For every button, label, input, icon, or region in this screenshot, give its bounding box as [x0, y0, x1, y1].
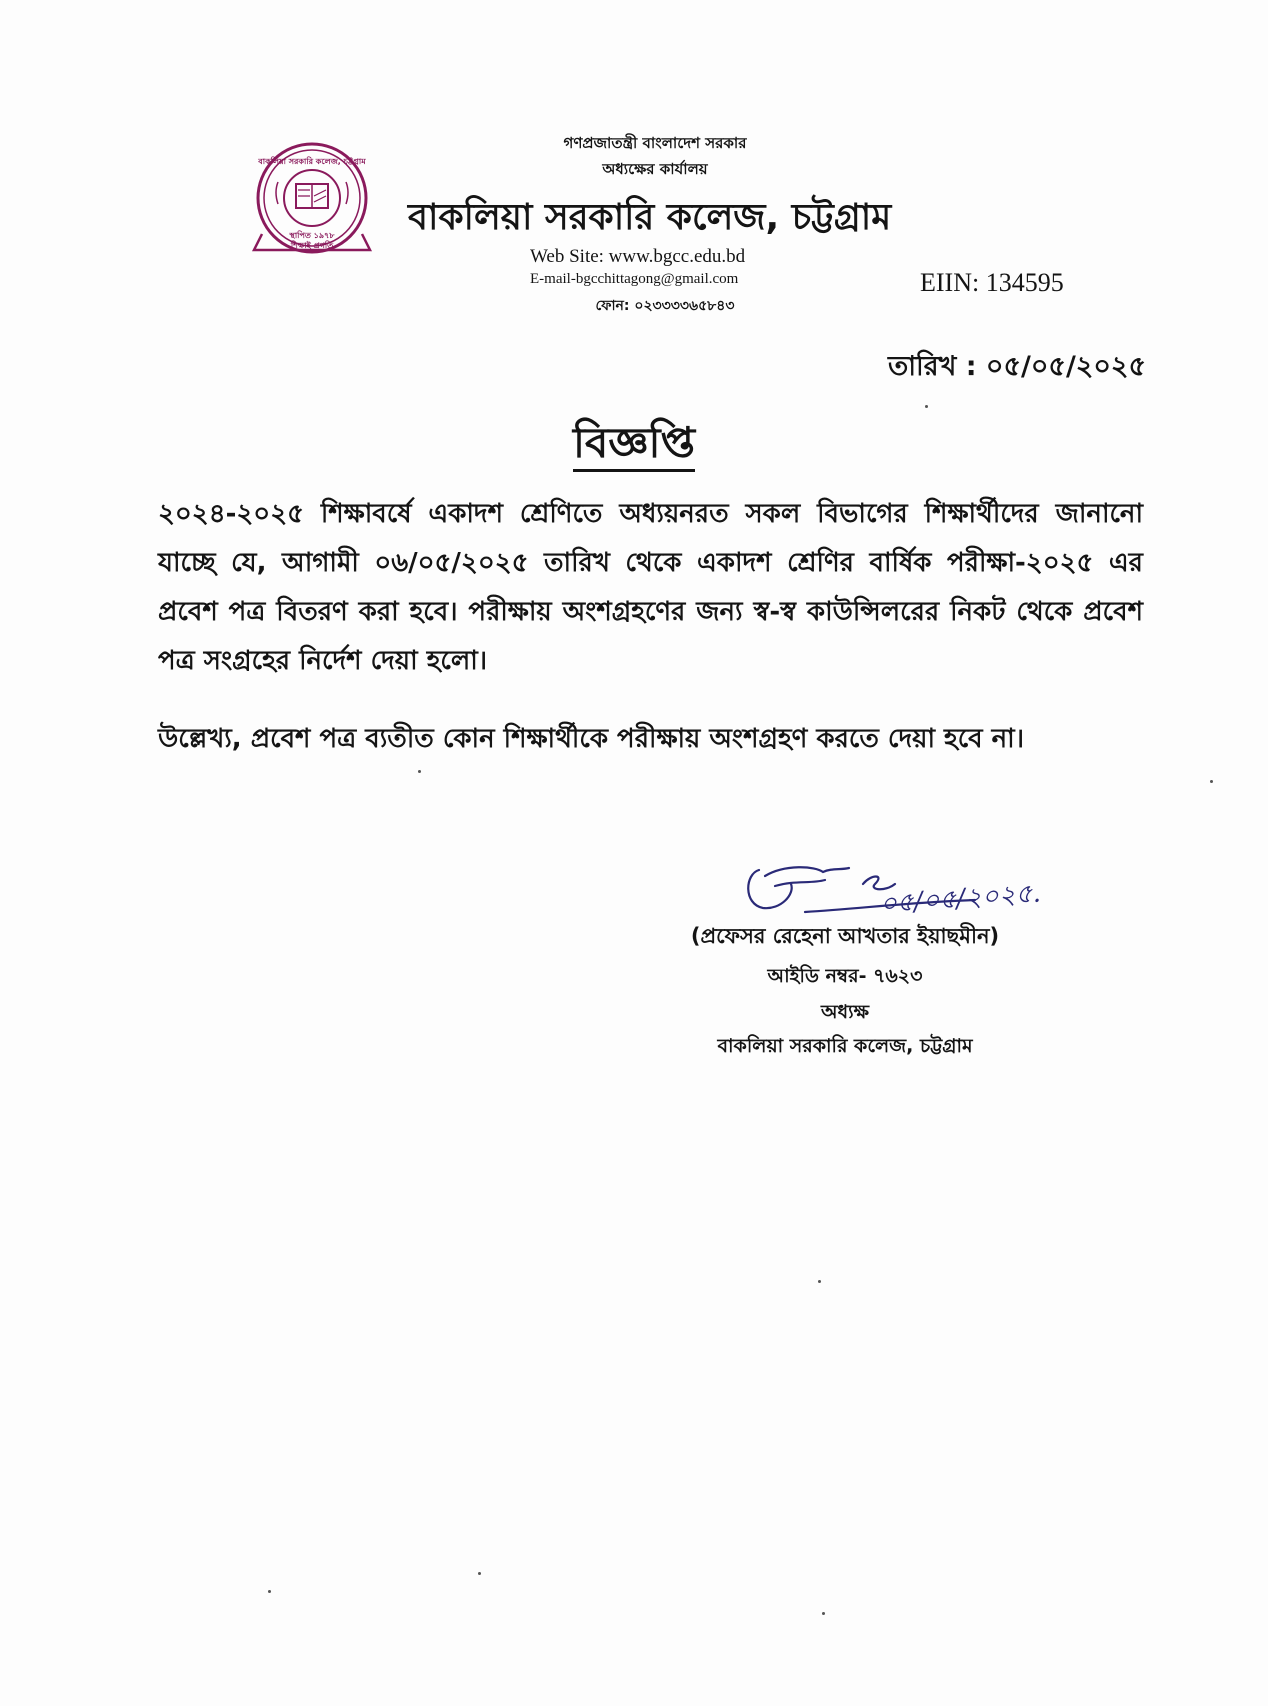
scan-speck [1210, 780, 1213, 783]
phone-text: ফোন: ০২৩৩৩৩৬৫৮৪৩ [595, 298, 735, 314]
scan-speck [268, 1590, 271, 1593]
scan-speck [818, 1280, 821, 1283]
signatory-id: আইডি নম্বর- ৭৬২৩ [767, 965, 923, 987]
government-name: গণপ্রজাতন্ত্রী বাংলাদেশ সরকার [563, 134, 747, 152]
scan-speck [418, 770, 421, 773]
college-name: বাকলিয়া সরকারি কলেজ, চট্টগ্রাম [408, 197, 892, 238]
signature-date: ০৫/০৫/২০২৫. [879, 878, 1042, 920]
notice-body: ২০২৪-২০২৫ শিক্ষাবর্ষে একাদশ শ্রেণিতে অধ্যয়নরত সকল বিভাগের শিক্ষার্থীদের জানানো যাচ্ছে যে, আগামী ০৬/০৫/২০২৫ তারিখ থেকে একাদশ শ্রেণির বার্ষিক পরীক্ষা-২০২৫ এর প্রবেশ পত্র বিতরণ করা হবে। পরীক্ষায় অংশগ্রহণের জন্য স্ব-স্ব কাউন্সিলরের নিকট থেকে প্রবেশ পত্র সংগ্রহের নির্দেশ দেয়া হলো। [158, 499, 1143, 676]
signatory-designation: অধ্যক্ষ [820, 1001, 869, 1023]
notice-note: উল্লেখ্য, প্রবেশ পত্র ব্যতীত কোন শিক্ষার্থীকে পরীক্ষায় অংশগ্রহণ করতে দেয়া হবে না। [158, 724, 1025, 754]
scan-speck [925, 405, 928, 408]
seal-motto: শিক্ষাই প্রগতি [290, 241, 334, 250]
email-text: E-mail-bgcchittagong@gmail.com [530, 271, 739, 287]
college-seal-logo [248, 138, 376, 266]
notice-title [0, 410, 1268, 481]
office-name: অধ্যক্ষের কার্যালয় [602, 160, 708, 178]
notice-title-text: বিজ্ঞপ্তি [573, 418, 695, 472]
seal-text: বাকলিয়া সরকারি কলেজ, চট্টগ্রাম [258, 157, 366, 166]
seal-established: স্থাপিত ১৯৭৮ [289, 231, 335, 240]
signatory-name: (প্রফেসর রেহেনা আখতার ইয়াছমীন) [690, 924, 1000, 948]
scan-speck [478, 1572, 481, 1575]
signatory-college: বাকলিয়া সরকারি কলেজ, চট্টগ্রাম [717, 1035, 973, 1057]
website-text: Web Site: www.bgcc.edu.bd [530, 246, 746, 267]
eiin-number: EIIN: 134595 [920, 268, 1064, 297]
notice-date: তারিখ : ০৫/০৫/২০২৫ [887, 351, 1146, 382]
scan-speck [822, 1612, 825, 1615]
